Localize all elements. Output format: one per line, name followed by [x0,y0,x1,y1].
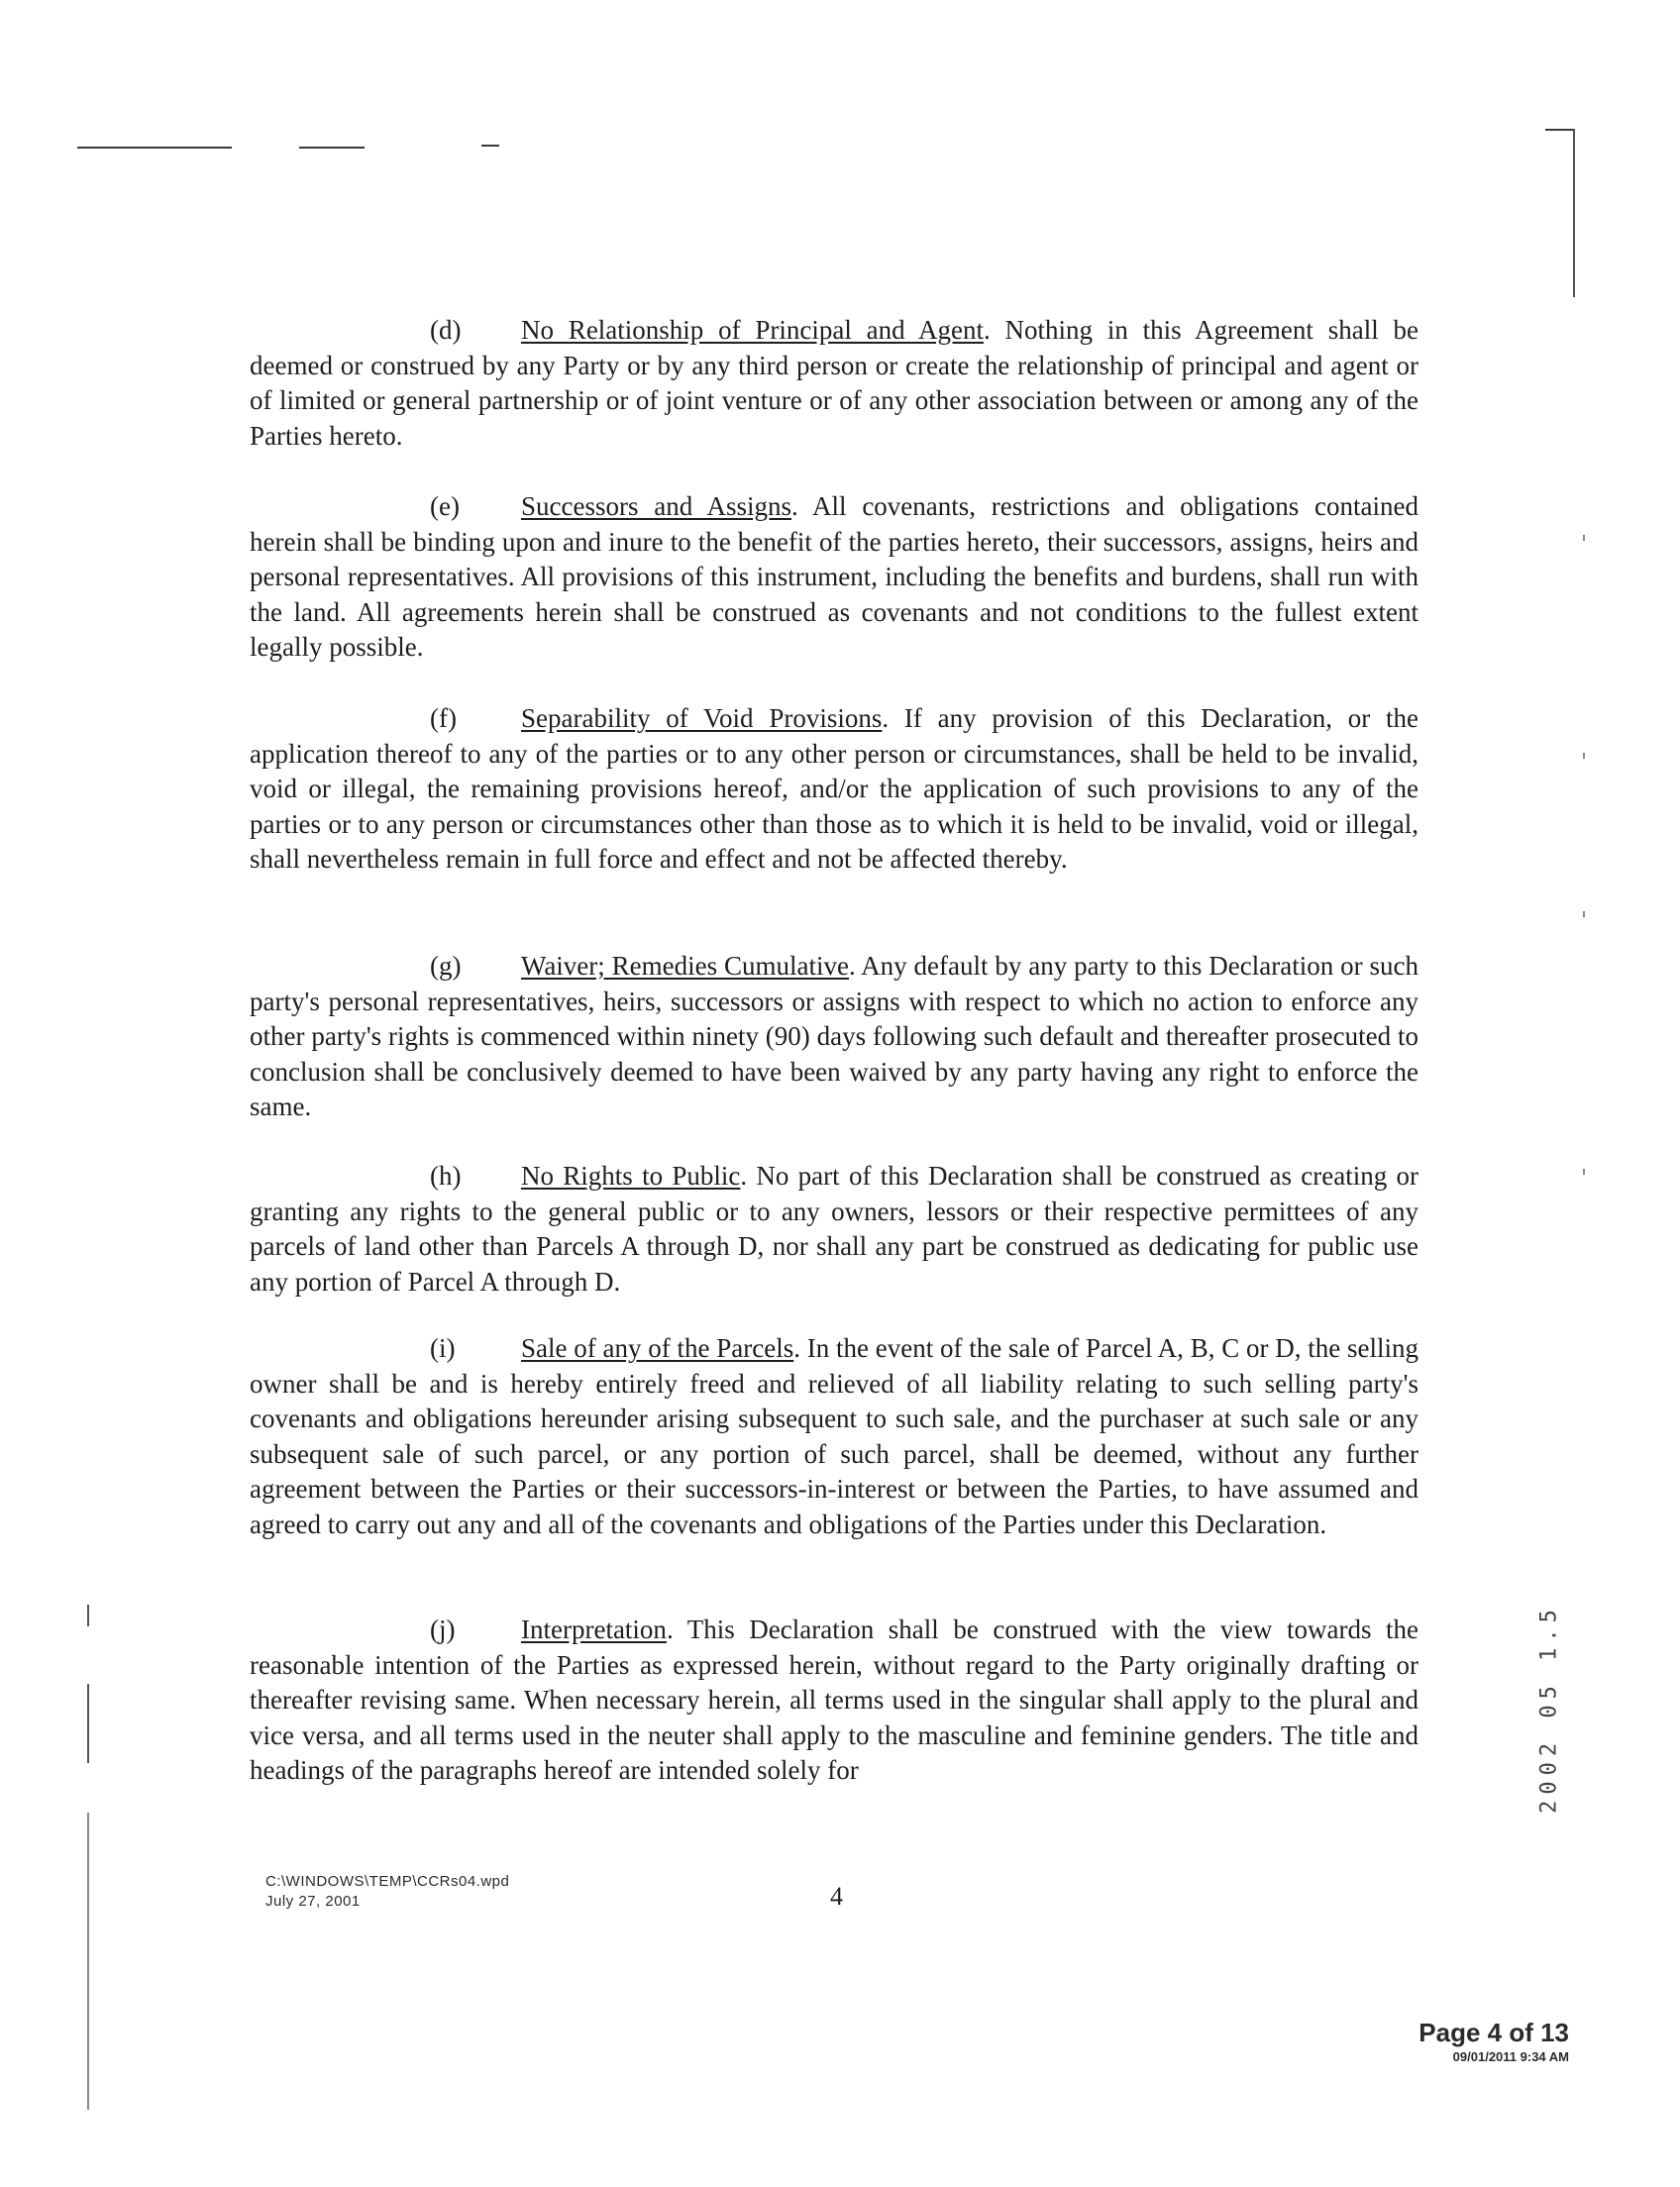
paragraph-label: (e) [430,491,460,521]
paragraph-heading: Waiver; Remedies Cumulative [521,951,850,981]
paragraph-heading: No Relationship of Principal and Agent [521,315,984,345]
scan-mark-top-2 [299,147,365,149]
paragraph-j [250,1613,1418,1789]
paragraph-text: . This Declaration shall be construed with the view towards the reasonable intention of the Parties as expressed herein, without regard to the Party originally drafting or thereafter revising same. When necessary herein, all terms used in the singular shall apply to the plural and vice versa, and all terms used in the neuter shall apply to the masculine and feminine genders. The title and headings of the paragraphs hereof are intended solely for [250,1614,1418,1785]
paragraph-heading: No Rights to Public [521,1161,741,1191]
scan-mark-left-edge-1 [87,1605,89,1626]
scan-mark-left-edge-2 [87,1684,89,1763]
scan-mark-top-1 [77,147,232,149]
footer-file-path: C:\WINDOWS\TEMP\CCRs04.wpd [265,1873,510,1890]
paragraph-text: . If any provision of this Declaration, or the application thereof to any of the parties or to any other person or circumstances, shall be held to be invalid, void or illegal, the remaining provisions hereof, and/or the application of such provisions to any of the parties or to any person or circumstances other than those as to which it is held to be invalid, void or illegal, shall nevertheless remain in full force and effect and not be affected thereby. [250,703,1418,874]
paragraph-text: . All covenants, restrictions and obligations contained herein shall be binding upon and inure to the benefit of the parties hereto, their successors, assigns, heirs and personal representatives. All provisions of this instrument, including the benefits and burdens, shall run with the land. All agreements herein shall be construed as covenants and not conditions to the fullest extent legally possible. [250,491,1418,662]
paragraph-label: (j) [430,1614,456,1644]
scan-mark-top-right [1545,129,1575,131]
page-indicator [1418,2017,1569,2066]
paragraph-e [250,489,1418,666]
scan-mark-top-3 [481,145,499,147]
paragraph-g [250,949,1418,1125]
page-number: 4 [830,1882,843,1911]
footer-file-info [265,1872,509,1912]
recording-stamp-text: 2002 05 1.5 [1536,1604,1562,1814]
paragraph-d [250,313,1418,454]
paragraph-text: . In the event of the sale of Parcel A, B, C or D, the selling owner shall be and is hereby entirely freed and relieved of all liability relating to such selling party's covenants and obligations hereunder arising subsequent to such sale, and the purchaser at such sale or any subsequent sale of such parcel, or any portion of such parcel, shall be deemed, without any further agreement between the Parties or their successors-in-interest or between the Parties, to have assumed and agreed to carry out any and all of the covenants and obligations of the Parties under this Declaration. [250,1333,1418,1539]
paragraph-heading: Interpretation [521,1614,667,1644]
paragraph-text: . Any default by any party to this Declaration or such party's personal representatives, heirs, successors or assigns with respect to which no action to enforce any other party's rights is commenced within ninety (90) days following such default and thereafter prosecuted to conclusion shall be conclusively deemed to have been waived by any party having any right to enforce the same. [250,951,1418,1121]
scan-mark-left-edge-3 [87,1813,89,2110]
paragraph-label: (h) [430,1161,462,1191]
paragraph-label: (i) [430,1333,456,1363]
scan-mark-right-edge [1573,129,1575,297]
scan-speck [1583,911,1585,917]
paragraph-label: (f) [430,703,457,733]
recording-stamp [1529,1550,1569,1867]
scan-speck [1583,753,1585,759]
paragraph-text: . Nothing in this Agreement shall be deemed or construed by any Party or by any third person or create the relationship of principal and agent or of limited or general partnership or of joint venture or of any other association between or among any of the Parties hereto. [250,315,1418,451]
scan-speck [1583,535,1585,541]
paragraph-i [250,1331,1418,1542]
paragraph-text: . No part of this Declaration shall be construed as creating or granting any rights to the general public or to any owners, lessors or their respective permittees of any parcels of land other than Parcels A through D, nor shall any part be construed as dedicating for public use any portion of Parcel A through D. [250,1161,1418,1297]
footer-date: July 27, 2001 [265,1893,361,1910]
paragraph-heading: Successors and Assigns [521,491,792,521]
scan-speck [1583,1169,1585,1175]
paragraph-f [250,701,1418,878]
page-indicator-timestamp: 09/01/2011 9:34 AM [1452,2049,1569,2064]
paragraph-heading: Sale of any of the Parcels [521,1333,794,1363]
paragraph-heading: Separability of Void Provisions [521,703,883,733]
page-indicator-label: Page 4 of 13 [1418,2018,1569,2047]
paragraph-label: (g) [430,951,462,981]
paragraph-h [250,1159,1418,1300]
paragraph-label: (d) [430,315,462,345]
